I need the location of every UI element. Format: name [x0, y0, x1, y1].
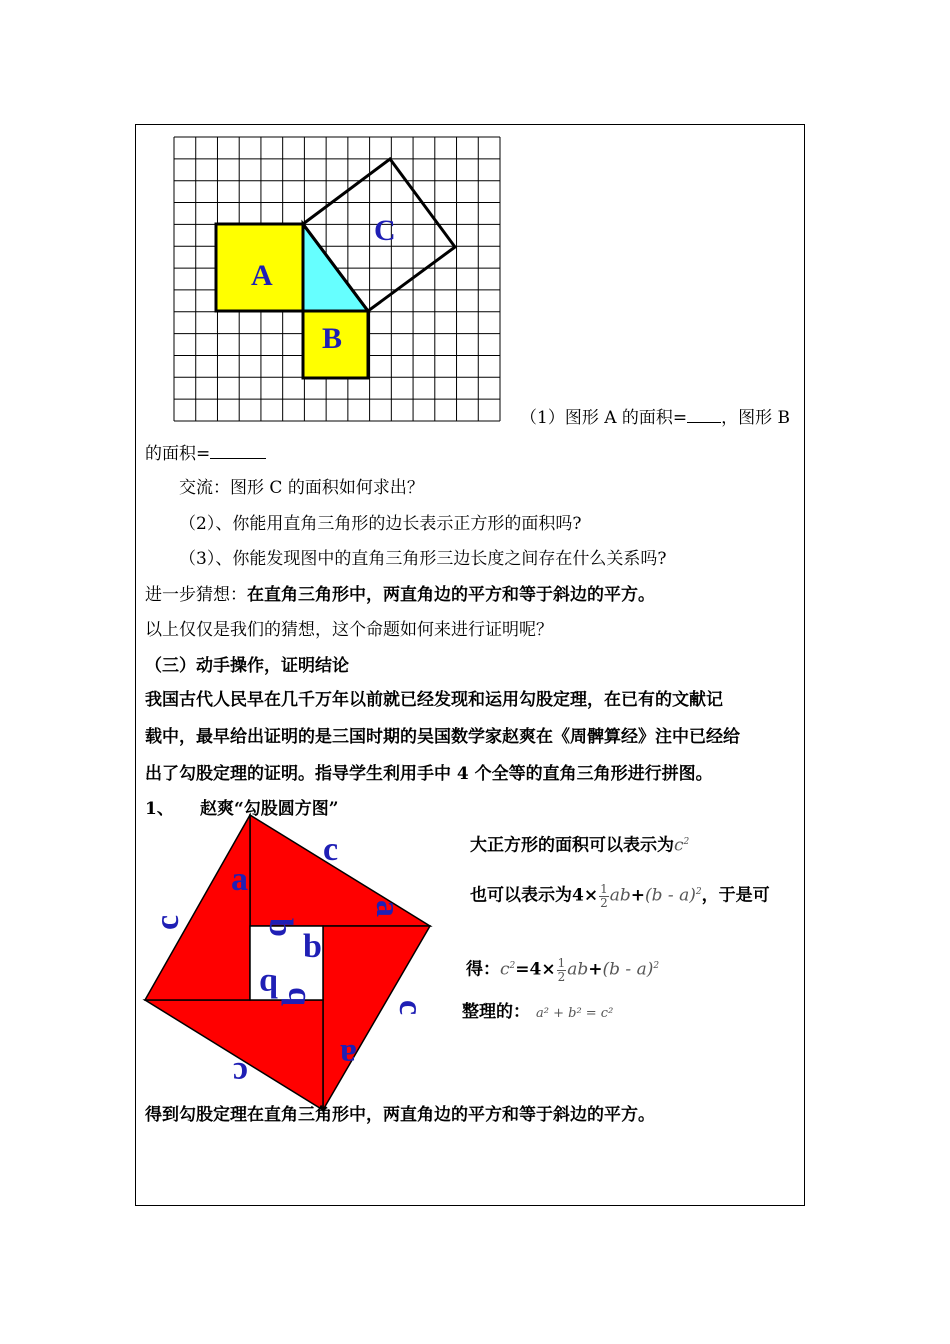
question-3: （3）、你能发现图中的直角三角形三边长度之间存在什么关系吗? — [179, 549, 667, 569]
explanation-line-1: 大正方形的面积可以表示为$c^2$ — [470, 835, 690, 856]
triangle-right — [323, 926, 430, 1110]
section-title: （三）动手操作，证明结论 — [145, 656, 349, 676]
label-a-right: a — [369, 900, 406, 917]
prove-question: 以上仅仅是我们的猜想，这个命题如何来进行证明呢？ — [145, 620, 553, 640]
label-c-top: c — [323, 831, 339, 868]
conjecture: 进一步猜想：在直角三角形中，两直角边的平方和等于斜边的平方。 — [145, 585, 655, 605]
question-2: （2）、你能用直角三角形的边长表示正方形的面积吗? — [179, 514, 582, 534]
zhao-shuang-figure — [140, 815, 440, 1115]
label-b: B — [322, 322, 343, 355]
exchange-text: 交流：图形 C 的面积如何求出？ — [179, 478, 424, 498]
conclusion: 得到勾股定理在直角三角形中，两直角边的平方和等于斜边的平方。 — [145, 1105, 655, 1125]
label-c-left: c — [149, 914, 186, 930]
label-b-inner-top: b — [303, 928, 322, 965]
fraction-half-2: $\frac{1}{2}$ — [557, 955, 566, 984]
blank-area-b[interactable] — [210, 440, 266, 459]
explanation-line-2: 也可以表示为4× $\frac{1}{2}$ ab+(b - a)$^2$，于是可 — [470, 881, 770, 910]
label-b-inner-right: b — [276, 987, 313, 1006]
explanation-line-3: 得：$c^2=4\times$ $\frac{1}{2}$ ab+(b - a)$^2$ — [466, 955, 660, 984]
fraction-half: $\frac{1}{2}$ — [600, 881, 608, 910]
explanation-line-4: 整理的： a² + b² = c² — [462, 1002, 614, 1022]
question-1-cont: 的面积= — [145, 440, 266, 466]
label-a-bottom: a — [340, 1037, 357, 1074]
label-b-inner-bottom: b — [259, 967, 278, 1004]
label-a-top: a — [231, 861, 248, 898]
triangle-left — [145, 815, 250, 1000]
history-line-2: 载中，最早给出证明的是三国时期的吴国数学家赵爽在《周髀算经》注中已经给 — [145, 727, 740, 747]
label-a: A — [251, 259, 273, 292]
label-c-bottom: c — [232, 1055, 248, 1092]
grid-figure — [173, 136, 503, 422]
label-b-inner-left: b — [262, 918, 299, 937]
item-1-number: 1、 — [145, 799, 174, 819]
item-1-title: 赵爽“勾股圆方图” — [200, 799, 339, 819]
history-line-3: 出了勾股定理的证明。指导学生利用手中 4 个全等的直角三角形进行拼图。 — [145, 764, 713, 784]
label-c: C — [374, 214, 396, 247]
label-c-right: c — [392, 1000, 429, 1016]
question-1: （1）图形 A 的面积= ，图形 B — [520, 404, 790, 430]
blank-area-a[interactable] — [687, 404, 721, 423]
history-line-1: 我国古代人民早在几千万年以前就已经发现和运用勾股定理，在已有的文献记 — [145, 690, 723, 710]
triangle-bottom — [145, 1000, 323, 1110]
